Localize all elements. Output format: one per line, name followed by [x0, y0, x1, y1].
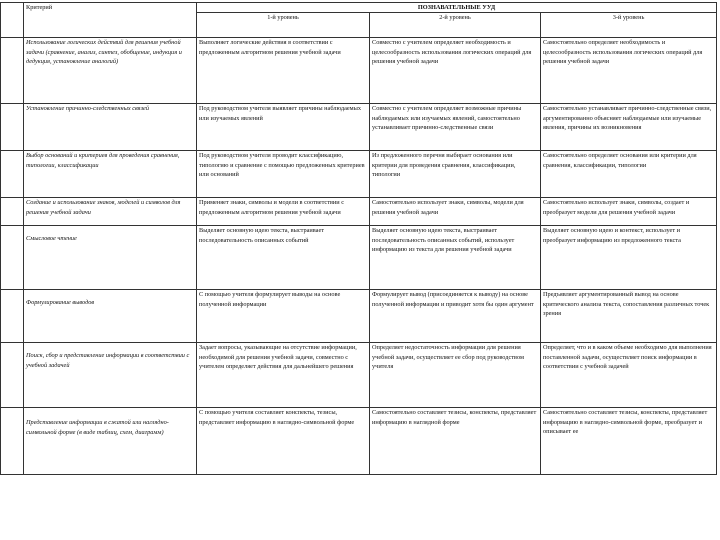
table-header-top: [1, 3, 717, 13]
level-2-cell: Совместно с учителем определяет необходимость и целесообразность использования логических операций для решения учебной задачи: [370, 38, 541, 104]
level-3-cell: Предъявляет аргументированный вывод на основе критического анализа текста, сопоставления различных точек зрения: [541, 290, 717, 343]
table-row: [1, 343, 717, 408]
level-1-cell: С помощью учителя формулирует выводы на основе полученной информации: [197, 290, 370, 343]
row-stub: [1, 38, 24, 104]
row-stub: [1, 343, 24, 408]
criterion-cell: Представление информации в сжатой или наглядно-символьной форме (в виде таблиц, схем, диаграмм): [24, 408, 197, 475]
level-3-cell: Самостоятельно устанавливает причинно-следственные связи, аргументированно объясняет наблюдаемые или изучаемые явления, причины их возникновения: [541, 104, 717, 151]
level-3-cell: Самостоятельно использует знаки, символы, создает и преобразует модели для решения учебной задачи: [541, 198, 717, 226]
criterion-cell: Установление причинно-следственных связей: [24, 104, 197, 151]
level-3-cell: Самостоятельно составляет тезисы, конспекты, представляет информацию в наглядно-символьной форме, преобразует и описывает ее: [541, 408, 717, 475]
criterion-cell: Поиск, сбор и представление информации в соответствии с учебной задачей: [24, 343, 197, 408]
table-row: [1, 151, 717, 198]
level-1-cell: Под руководством учителя выявляет причины наблюдаемых или изучаемых явлений: [197, 104, 370, 151]
row-stub: [1, 408, 24, 475]
level-2-cell: Самостоятельно использует знаки, символы, модели для решения учебной задачи: [370, 198, 541, 226]
level-2-cell: Совместно с учителем определяет возможные причины наблюдаемых или изучаемых явлений, самостоятельно устанавливает причинно-следственные связи: [370, 104, 541, 151]
level-1-cell: Задает вопросы, указывающие на отсутствие информации, необходимой для решения учебной задачи, совместно с учителем определяет действия для дальнейшего решения: [197, 343, 370, 408]
level-1-cell: Выполняет логические действия в соответствии с предложенным алгоритмом решения учебной задачи: [197, 38, 370, 104]
level-3-cell: Самостоятельно определяет основания или критерии для сравнения, классификации, типологии: [541, 151, 717, 198]
row-stub: [1, 226, 24, 290]
level-2-cell: Формулирует вывод (присоединяется к выводу) на основе полученной информации и приводит хотя бы один аргумент: [370, 290, 541, 343]
row-stub: [1, 290, 24, 343]
row-stub: [1, 104, 24, 151]
level-3-cell: Определяет, что и в каком объеме необходимо для выполнения поставленной задачи, осуществляет поиск информации в соответствии с учебной задачей: [541, 343, 717, 408]
criterion-cell: Формулирование выводов: [24, 290, 197, 343]
level-1-cell: С помощью учителя составляет конспекты, тезисы, представляет информацию в наглядно-символьной форме: [197, 408, 370, 475]
criterion-header: Критерий: [24, 3, 197, 38]
table-row: [1, 198, 717, 226]
criterion-cell: Создание и использование знаков, моделей и символов для решения учебной задачи: [24, 198, 197, 226]
level-2-cell: Определяет недостаточность информации для решения учебной задачи, осуществляет ее сбор под руководством учителя: [370, 343, 541, 408]
level-2-header: 2-й уровень: [370, 13, 541, 38]
level-3-cell: Самостоятельно определяет необходимость и целесообразность использования логических операций для решения учебной задачи: [541, 38, 717, 104]
table-row: [1, 290, 717, 343]
level-1-cell: Выделяет основную идею текста, выстраивает последовательность описанных событий: [197, 226, 370, 290]
level-2-cell: Из предложенного перечня выбирает основания или критерии для проведения сравнения, классификации, типологии: [370, 151, 541, 198]
row-stub: [1, 3, 24, 38]
criterion-cell: Использование логических действий для решения учебной задачи (сравнение, анализ, синтез, обобщение, индукция и дедукция, установление аналогий): [24, 38, 197, 104]
level-1-cell: Применяет знаки, символы и модели в соответствии с предложенным алгоритмом решения учебной задачи: [197, 198, 370, 226]
row-stub: [1, 151, 24, 198]
row-stub: [1, 198, 24, 226]
cognitive-uud-table: [0, 2, 717, 475]
level-1-cell: Под руководством учителя проводит классификацию, типологию и сравнение с помощью предложенных критериев или оснований: [197, 151, 370, 198]
level-3-header: 3-й уровень: [541, 13, 717, 38]
criterion-cell: Выбор оснований и критериев для проведения сравнения, типологии, классификации: [24, 151, 197, 198]
level-3-cell: Выделяет основную идею и контекст, использует и преобразует информацию из предложенного текста: [541, 226, 717, 290]
level-2-cell: Самостоятельно составляет тезисы, конспекты, представляет информацию в наглядной форме: [370, 408, 541, 475]
table-row: [1, 408, 717, 475]
table-row: [1, 104, 717, 151]
level-2-cell: Выделяет основную идею текста, выстраивает последовательность описанных событий, использует информацию из текста для решения учебной задачи: [370, 226, 541, 290]
criterion-cell: Смысловое чтение: [24, 226, 197, 290]
level-1-header: 1-й уровень: [197, 13, 370, 38]
group-title: ПОЗНАВАТЕЛЬНЫЕ УУД: [197, 3, 717, 13]
table-row: [1, 38, 717, 104]
table-row: [1, 226, 717, 290]
